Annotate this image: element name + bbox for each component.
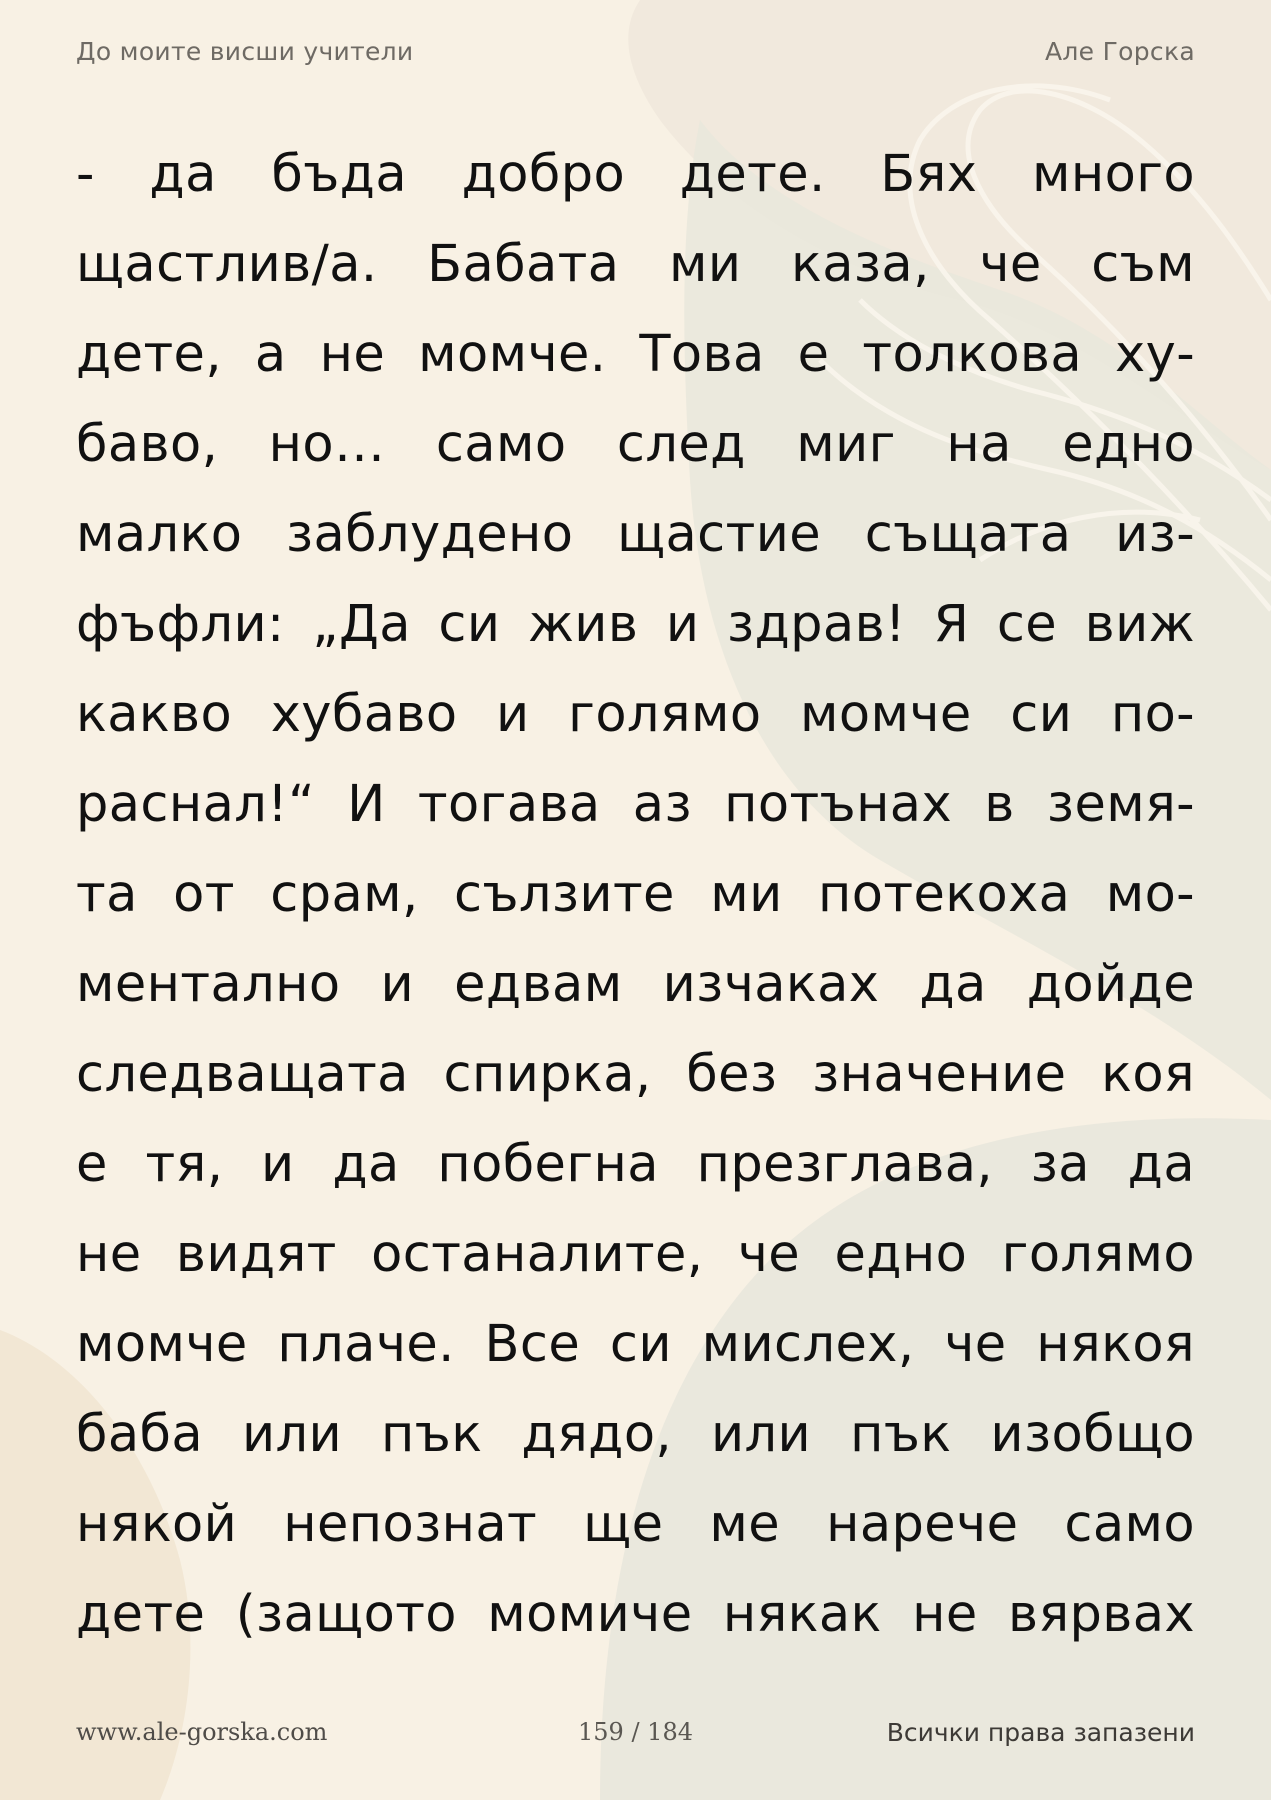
text-line: е тя, и да побегна презглава, за да [76,1135,1195,1194]
text-line: фъфли: „Да си жив и здрав! Я се виж [76,595,1195,654]
text-line: дете (защото момиче някак не вярвах [76,1585,1195,1644]
text-line: - да бъда добро дете. Бях много [76,145,1195,204]
text-line: какво хубаво и голямо момче си по- [76,685,1195,744]
text-line: щастлив/а. Бабата ми каза, че съм [76,235,1195,294]
text-line: следващата спирка, без значение коя [76,1045,1195,1104]
text-line: баба или пък дядо, или пък изобщо [76,1405,1195,1464]
page-indicator: 159 / 184 [578,1718,693,1746]
body-text [76,130,1195,1660]
book-title: До моите висши учители [76,36,414,66]
text-line: малко заблудено щастие същата из- [76,505,1195,564]
page-header [76,34,1195,68]
text-line: момче плаче. Все си мислех, че някоя [76,1315,1195,1374]
page-footer [76,1714,1195,1750]
author-name: Але Горска [1045,36,1195,66]
text-line: баво, но… само след миг на едно [76,415,1195,474]
website-link[interactable]: www.ale-gorska.com [76,1718,328,1746]
text-line: ментално и едвам изчаках да дойде [76,955,1195,1014]
text-line: раснал!“ И тогава аз потънах в земя- [76,775,1195,834]
text-line: не видят останалите, че едно голямо [76,1225,1195,1284]
text-line: та от срам, сълзите ми потекоха мо- [76,865,1195,924]
text-line: някой непознат ще ме нарече само [76,1495,1195,1554]
text-line: дете, а не момче. Това е толкова ху- [76,325,1195,384]
copyright-notice: Всички права запазени [886,1717,1195,1747]
